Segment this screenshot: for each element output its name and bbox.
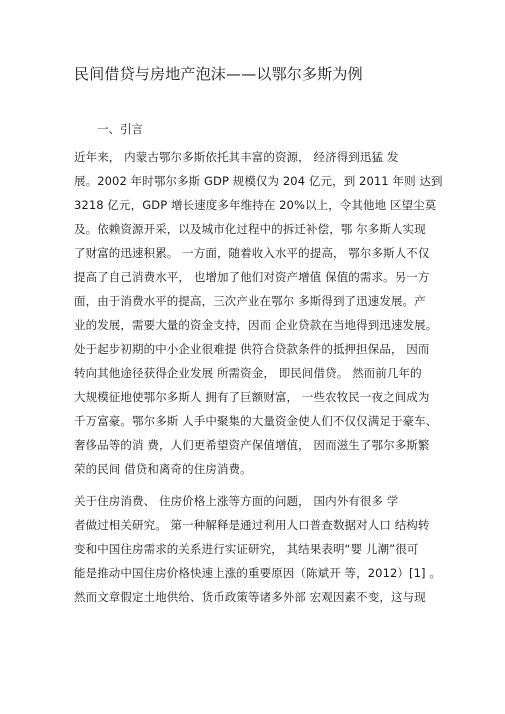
paragraph-1-line: 提高了自己消费水平， 也增加了他们对资产增值 保值的需求。另一方: [74, 270, 430, 284]
document-title: 民间借贷与房地产泡沫——以鄂尔多斯为例: [74, 65, 363, 83]
paragraph-1-line: 近年来， 内蒙古鄂尔多斯依托其丰富的资源， 经济得到迅猛 发: [74, 150, 399, 164]
section-heading: 一、引言: [97, 122, 143, 136]
paragraph-1-line: 千万富豪。鄂尔多斯 人手中聚集的大量资金使人们不仅仅满足于豪车、: [74, 414, 438, 428]
paragraph-1-line: 大规模征地使鄂尔多斯人 拥有了巨额财富， 一些农牧民一夜之间成为: [74, 390, 430, 404]
paragraph-1-line: 面，由于消费水平的提高，三次产业在鄂尔 多斯得到了迅速发展。产: [74, 294, 426, 308]
paragraph-1-line: 及。依赖资源开采，以及城市化过程中的拆迁补偿，鄂 尔多斯人实现: [74, 222, 426, 236]
paragraph-2-line: 然而文章假定土地供给、货币政策等诸多外部 宏观因素不变，这与现: [74, 590, 426, 604]
paragraph-1-line: 转向其他途径获得企业发展 所需资金， 即民间借贷。 然而前几年的: [74, 366, 422, 380]
paragraph-2-line: 能是推动中国住房价格快速上涨的重要原因（陈斌开 等，2012）[1] 。: [74, 566, 441, 580]
paragraph-1-line: 荣的民间 借贷和离奇的住房消费。: [74, 462, 252, 476]
paragraph-1-line: 业的发展，需要大量的资金支持，因而 企业贷款在当地得到迅速发展。: [74, 318, 438, 332]
paragraph-1-line: 展。2002 年时鄂尔多斯 GDP 规模仅为 204 亿元，到 2011 年则 达到: [74, 174, 443, 188]
paragraph-1-line: 处于起步初期的中小企业很难提 供符合贷款条件的抵押担保品， 因而: [74, 342, 430, 356]
paragraph-1-line: 奢侈品等的消 费，人们更希望资产保值增值， 因而滋生了鄂尔多斯繁: [74, 438, 430, 452]
paragraph-1-line: 3218 亿元，GDP 增长速度多年维持在 20%以上，令其他地 区望尘莫: [74, 198, 437, 212]
paragraph-2-line: 关于住房消费、 住房价格上涨等方面的问题， 国内外有很多 学: [74, 494, 399, 508]
paragraph-1-line: 了财富的迅速积累。 一方面，随着收入水平的提高， 鄂尔多斯人不仅: [74, 246, 430, 260]
paragraph-2-line: 者做过相关研究。 第一种解释是通过利用人口普查数据对人口 结构转: [74, 518, 430, 532]
paragraph-2-line: 变和中国住房需求的关系进行实证研究， 其结果表明“婴 儿潮”很可: [74, 542, 419, 556]
